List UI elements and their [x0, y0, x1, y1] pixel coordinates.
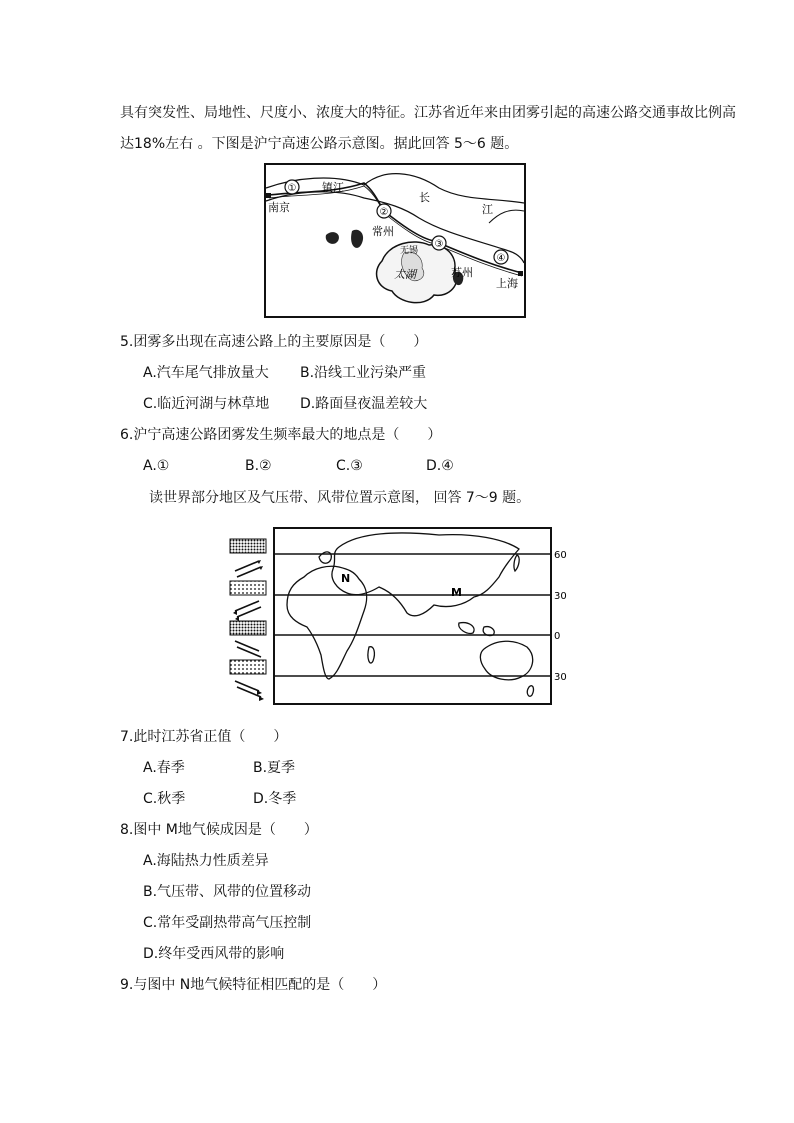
lat-label-30s: 30 [554, 672, 567, 683]
q5-option-b: B.沿线工业污染严重 [300, 365, 427, 381]
label-suzhou: 苏州 [451, 266, 473, 279]
q7-stem: 7.此时江苏省正值（ ） [120, 729, 288, 745]
label-nanjing: 南京 [268, 201, 290, 214]
label-chang: 长 [419, 191, 430, 204]
q5-option-d: D.路面昼夜温差较大 [300, 396, 428, 412]
point-m: M [451, 586, 462, 599]
expressway-map [264, 163, 526, 318]
intro-line-2: 达18%左右 。下图是沪宁高速公路示意图。据此回答 5～6 题。 [120, 136, 519, 152]
marker-2: ② [379, 207, 389, 218]
q8-option-a: A.海陆热力性质差异 [143, 853, 269, 869]
marker-4: ④ [496, 253, 506, 264]
lat-label-30n: 30 [554, 591, 567, 602]
q7-option-a: A.春季 [143, 760, 185, 776]
q7-option-c: C.秋季 [143, 791, 186, 807]
intro-2: 读世界部分地区及气压带、风带位置示意图， 回答 7～9 题。 [149, 490, 531, 506]
label-zhenjiang: 镇江 [322, 181, 344, 194]
q8-option-c: C.常年受副热带高气压控制 [143, 915, 312, 931]
intro-line-1: 具有突发性、局地性、尺度小、浓度大的特征。江苏省近年来由团雾引起的高速公路交通事故比例高 [120, 105, 736, 121]
marker-3: ③ [434, 239, 444, 250]
q5-option-c: C.临近河湖与林草地 [143, 396, 270, 412]
q6-option-a: A.① [143, 458, 170, 474]
q6-stem: 6.沪宁高速公路团雾发生频率最大的地点是（ ） [120, 427, 442, 443]
marker-1: ① [287, 183, 297, 194]
lat-label-0: 0 [554, 631, 561, 642]
q8-stem: 8.图中 M地气候成因是（ ） [120, 822, 318, 838]
q5-option-a: A.汽车尾气排放量大 [143, 365, 269, 381]
label-changzhou: 常州 [372, 225, 394, 238]
q6-option-c: C.③ [336, 458, 363, 474]
q8-option-d: D.终年受西风带的影响 [143, 946, 285, 962]
label-taihu: 太湖 [394, 268, 416, 281]
q8-option-b: B.气压带、风带的位置移动 [143, 884, 312, 900]
world-pressure-belt-map [229, 527, 572, 705]
lat-label-60: 60 [554, 550, 567, 561]
q7-option-d: D.冬季 [253, 791, 297, 807]
label-wuxi: 无锡 [400, 246, 419, 256]
point-n: N [341, 572, 351, 585]
q6-option-b: B.② [245, 458, 272, 474]
q5-stem: 5.团雾多出现在高速公路上的主要原因是（ ） [120, 334, 428, 350]
q7-option-b: B.夏季 [253, 760, 296, 776]
label-shanghai: 上海 [496, 277, 518, 290]
q9-stem: 9.与图中 N地气候特征相匹配的是（ ） [120, 977, 387, 993]
q6-option-d: D.④ [426, 458, 454, 474]
label-jiang: 江 [482, 203, 493, 216]
belt-column [230, 539, 266, 701]
